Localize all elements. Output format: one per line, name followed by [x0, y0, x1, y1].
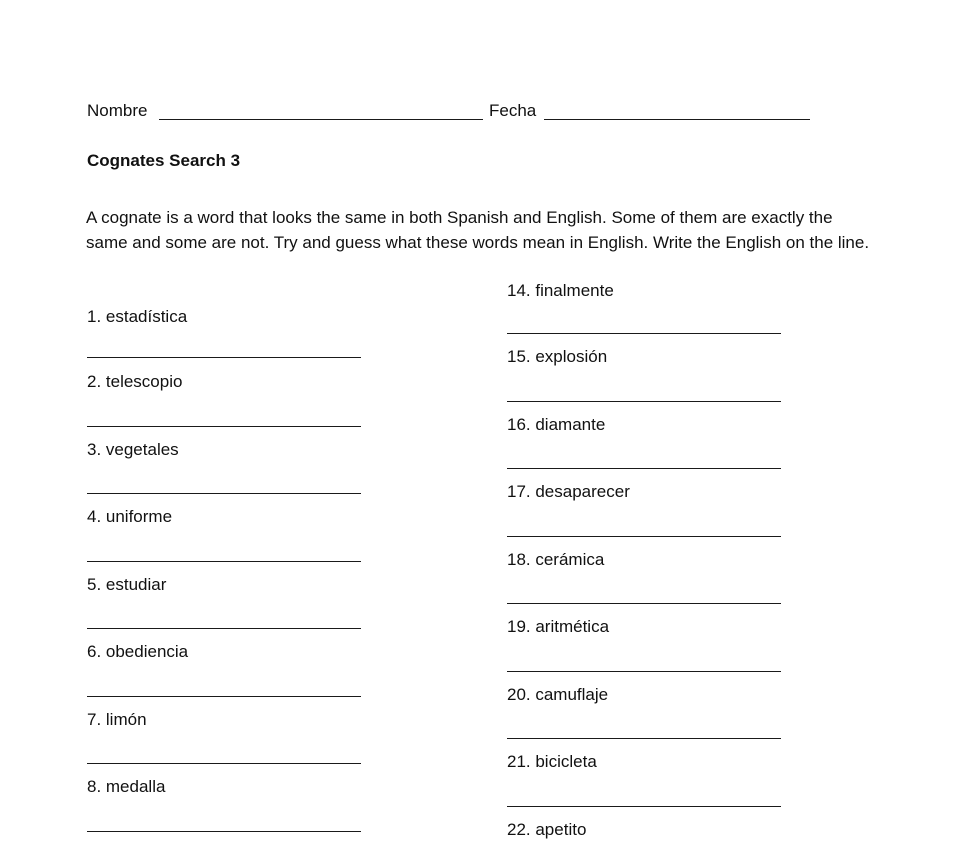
- question-label: 8. medalla: [87, 777, 166, 796]
- answer-line[interactable]: [507, 333, 781, 334]
- answer-line[interactable]: [87, 357, 361, 358]
- question-label: 1. estadística: [87, 307, 188, 326]
- question-label: 7. limón: [87, 710, 147, 729]
- name-answer-line[interactable]: [159, 119, 483, 120]
- instructions-paragraph: A cognate is a word that looks the same in both Spanish and English. Some of them are exactly the same and some are not. Try and guess what these words mean in English. Write the English on the line.: [86, 208, 870, 252]
- header-row: [87, 101, 827, 125]
- answer-line[interactable]: [507, 468, 781, 469]
- answer-line[interactable]: [507, 603, 781, 604]
- answer-line[interactable]: [507, 401, 781, 402]
- question-label: 22. apetito: [507, 820, 587, 839]
- name-label: Nombre: [87, 101, 148, 120]
- date-label: Fecha: [489, 101, 537, 120]
- answer-line[interactable]: [87, 696, 361, 697]
- answer-line[interactable]: [87, 493, 361, 494]
- answer-line[interactable]: [507, 806, 781, 807]
- answer-line[interactable]: [507, 671, 781, 672]
- question-label: 4. uniforme: [87, 507, 173, 526]
- answer-line[interactable]: [87, 831, 361, 832]
- answer-line[interactable]: [87, 561, 361, 562]
- question-label: 18. cerámica: [507, 550, 605, 569]
- answer-line[interactable]: [87, 426, 361, 427]
- question-label: 5. estudiar: [87, 575, 167, 594]
- worksheet-title: Cognates Search 3: [87, 151, 241, 170]
- answer-line[interactable]: [87, 763, 361, 764]
- question-label: 20. camuflaje: [507, 685, 609, 704]
- date-answer-line[interactable]: [544, 119, 810, 120]
- question-label: 6. obediencia: [87, 642, 189, 661]
- answer-line[interactable]: [87, 628, 361, 629]
- question-label: 16. diamante: [507, 415, 606, 434]
- question-label: 19. aritmética: [507, 617, 610, 636]
- question-label: 3. vegetales: [87, 440, 179, 459]
- question-label: 14. finalmente: [507, 281, 614, 300]
- answer-line[interactable]: [507, 738, 781, 739]
- question-label: 15. explosión: [507, 347, 608, 366]
- question-label: 17. desaparecer: [507, 482, 630, 501]
- question-label: 2. telescopio: [87, 372, 183, 391]
- question-label: 21. bicicleta: [507, 752, 597, 771]
- answer-line[interactable]: [507, 536, 781, 537]
